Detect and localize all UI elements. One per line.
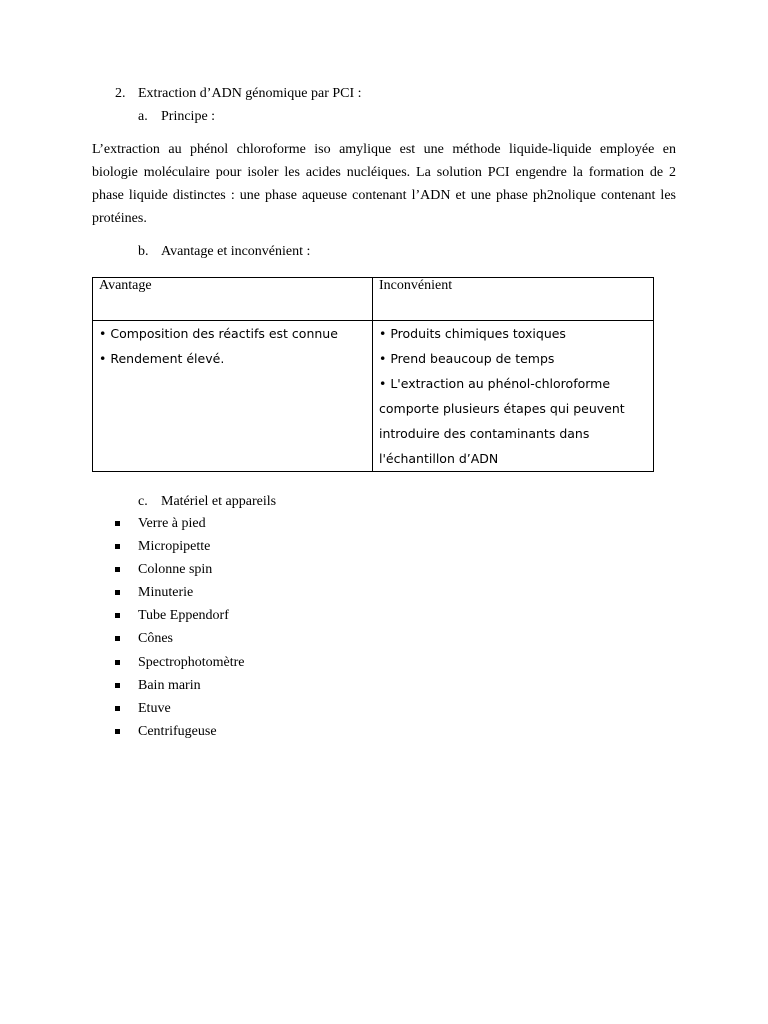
- inconvenient-item: comporte plusieurs étapes qui peuvent: [379, 401, 625, 416]
- subsection-title: Avantage et inconvénient :: [161, 244, 311, 259]
- list-item: [110, 561, 245, 584]
- avantage-item: • Composition des réactifs est connue: [99, 326, 338, 341]
- list-item-label: Tube Eppendorf: [138, 608, 229, 624]
- list-item-label: Micropipette: [138, 539, 211, 555]
- list-item: [110, 654, 245, 677]
- principe-paragraph: [92, 138, 676, 230]
- list-item-label: Spectrophotomètre: [138, 654, 245, 670]
- section-number: 2.: [115, 86, 126, 101]
- list-item: [110, 538, 245, 561]
- inconvenient-item: • L'extraction au phénol-chloroforme: [379, 376, 611, 391]
- list-item: [110, 677, 245, 700]
- square-bullet-icon: [115, 544, 120, 549]
- subsection-avantage-heading: [138, 243, 310, 261]
- list-item-label: Colonne spin: [138, 562, 213, 578]
- square-bullet-icon: [115, 636, 120, 641]
- inconvenient-item: l'échantillon d’ADN: [379, 451, 499, 466]
- square-bullet-icon: [115, 521, 120, 526]
- square-bullet-icon: [115, 729, 120, 734]
- square-bullet-icon: [115, 706, 120, 711]
- section-heading: [115, 85, 362, 103]
- materiel-list: [110, 515, 245, 746]
- square-bullet-icon: [115, 660, 120, 665]
- advantages-table: [92, 277, 654, 472]
- list-item-label: Minuterie: [138, 585, 194, 601]
- subsection-principe-heading: [138, 108, 215, 126]
- paragraph-line: phase liquide distinctes : une phase aqueuse contenant l’ADN et une phase ph2nolique contenant les: [92, 188, 676, 203]
- table-row: [93, 321, 654, 472]
- paragraph-line: L’extraction au phénol chloroforme iso amylique est une méthode liquide-liquide employée en: [92, 142, 676, 157]
- section-title: Extraction d’ADN génomique par PCI :: [138, 86, 362, 101]
- inconvenient-cell: [373, 321, 654, 472]
- list-item: [110, 723, 245, 746]
- list-item-label: Centrifugeuse: [138, 723, 217, 739]
- subsection-letter: c.: [138, 494, 148, 509]
- header-inconvenient: Inconvénient: [373, 278, 654, 321]
- avantage-cell: [93, 321, 373, 472]
- subsection-materiel-heading: [138, 493, 276, 511]
- subsection-title: Principe :: [161, 109, 216, 124]
- inconvenient-item: introduire des contaminants dans: [379, 426, 590, 441]
- list-item-label: Bain marin: [138, 677, 201, 693]
- square-bullet-icon: [115, 590, 120, 595]
- avantage-item: • Rendement élevé.: [99, 351, 225, 366]
- list-item-label: Etuve: [138, 700, 171, 716]
- subsection-title: Matériel et appareils: [161, 494, 277, 509]
- subsection-letter: a.: [138, 109, 148, 124]
- paragraph-line: protéines.: [92, 211, 147, 226]
- square-bullet-icon: [115, 567, 120, 572]
- square-bullet-icon: [115, 613, 120, 618]
- list-item: [110, 607, 245, 630]
- inconvenient-item: • Prend beaucoup de temps: [379, 351, 555, 366]
- list-item-label: Verre à pied: [138, 516, 206, 531]
- list-item: [110, 584, 245, 607]
- list-item-label: Cônes: [138, 631, 173, 647]
- list-item: [110, 630, 245, 653]
- inconvenient-item: • Produits chimiques toxiques: [379, 326, 566, 341]
- subsection-letter: b.: [138, 244, 149, 259]
- table-header-row: [93, 278, 654, 321]
- list-item: [110, 515, 245, 538]
- square-bullet-icon: [115, 683, 120, 688]
- list-item: [110, 700, 245, 723]
- header-avantage: Avantage: [93, 278, 373, 321]
- paragraph-line: biologie moléculaire pour isoler les acides nucléiques. La solution PCI engendre la formation de 2: [92, 165, 676, 180]
